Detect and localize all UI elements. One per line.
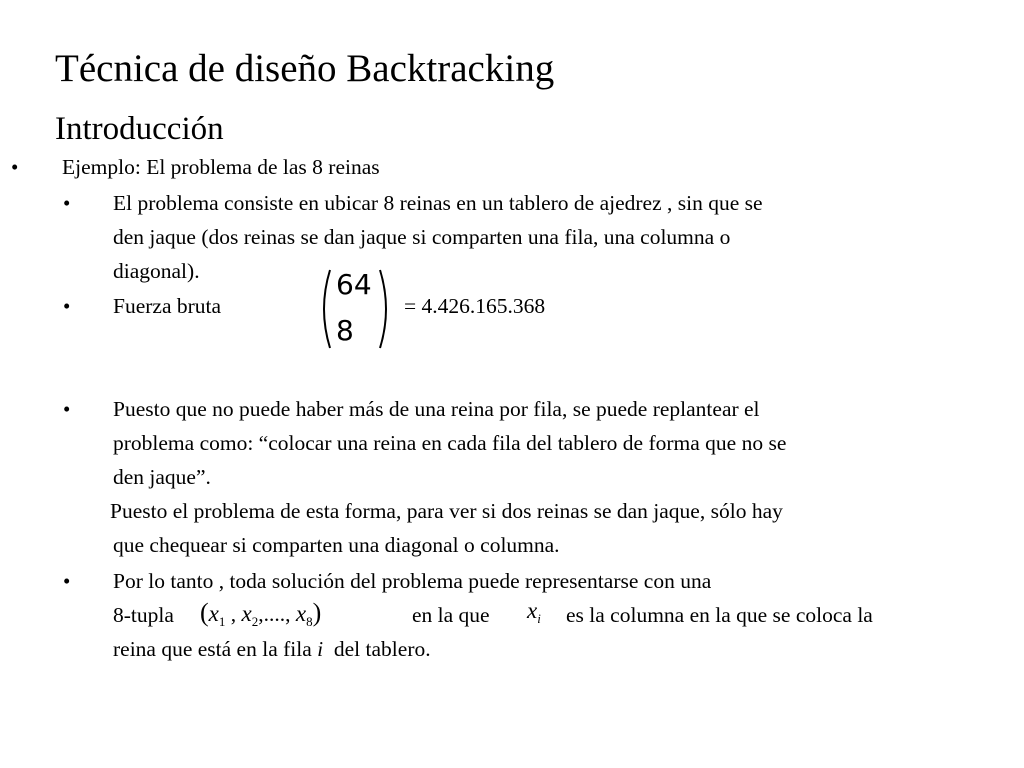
brute-force-result: = 4.426.165.368 [404,294,546,318]
slide-title: Técnica de diseño Backtracking [55,47,555,90]
bullet-l2: • [63,569,71,593]
tuple-expression: ($x_1$ , $x_2$,...., $x_8$) [200,598,322,629]
xi-variable: $x_i$ [527,598,541,626]
bullet-l1: • [11,155,19,179]
solution-line-3: reina que está en la fila i del tablero. [113,637,431,661]
bullet-l2: • [63,294,71,318]
solution-line-1: Por lo tanto , toda solución del problema puede representarse con una [113,569,712,593]
in-which-text: en la que [412,603,490,627]
bullet-l2: • [63,191,71,215]
bullet-l2: • [63,397,71,421]
problem-line-2: den jaque (dos reinas se dan jaque si comparten una fila, una columna o [113,225,731,249]
binomial-bottom: 8 [336,314,354,347]
check-line-2: que chequear si comparten una diagonal o columna. [113,533,560,557]
replant-line-3: den jaque”. [113,465,211,489]
problem-line-1: El problema consiste en ubicar 8 reinas en un tablero de ajedrez , sin que se [113,191,763,215]
slide-subtitle: Introducción [55,111,224,147]
brute-force-label: Fuerza bruta [113,294,222,318]
binomial-top: 64 [336,268,372,301]
example-heading: Ejemplo: El problema de las 8 reinas [62,155,380,179]
check-line-1: Puesto el problema de esta forma, para ver si dos reinas se dan jaque, sólo hay [110,499,783,523]
problem-line-3: diagonal). [113,259,200,283]
replant-line-1: Puesto que no puede haber más de una reina por fila, se puede replantear el [113,397,760,421]
column-text: es la columna en la que se coloca la [566,603,873,627]
replant-line-2: problema como: “colocar una reina en cada fila del tablero de forma que no se [113,431,787,455]
tuple-label: 8-tupla [113,603,174,627]
